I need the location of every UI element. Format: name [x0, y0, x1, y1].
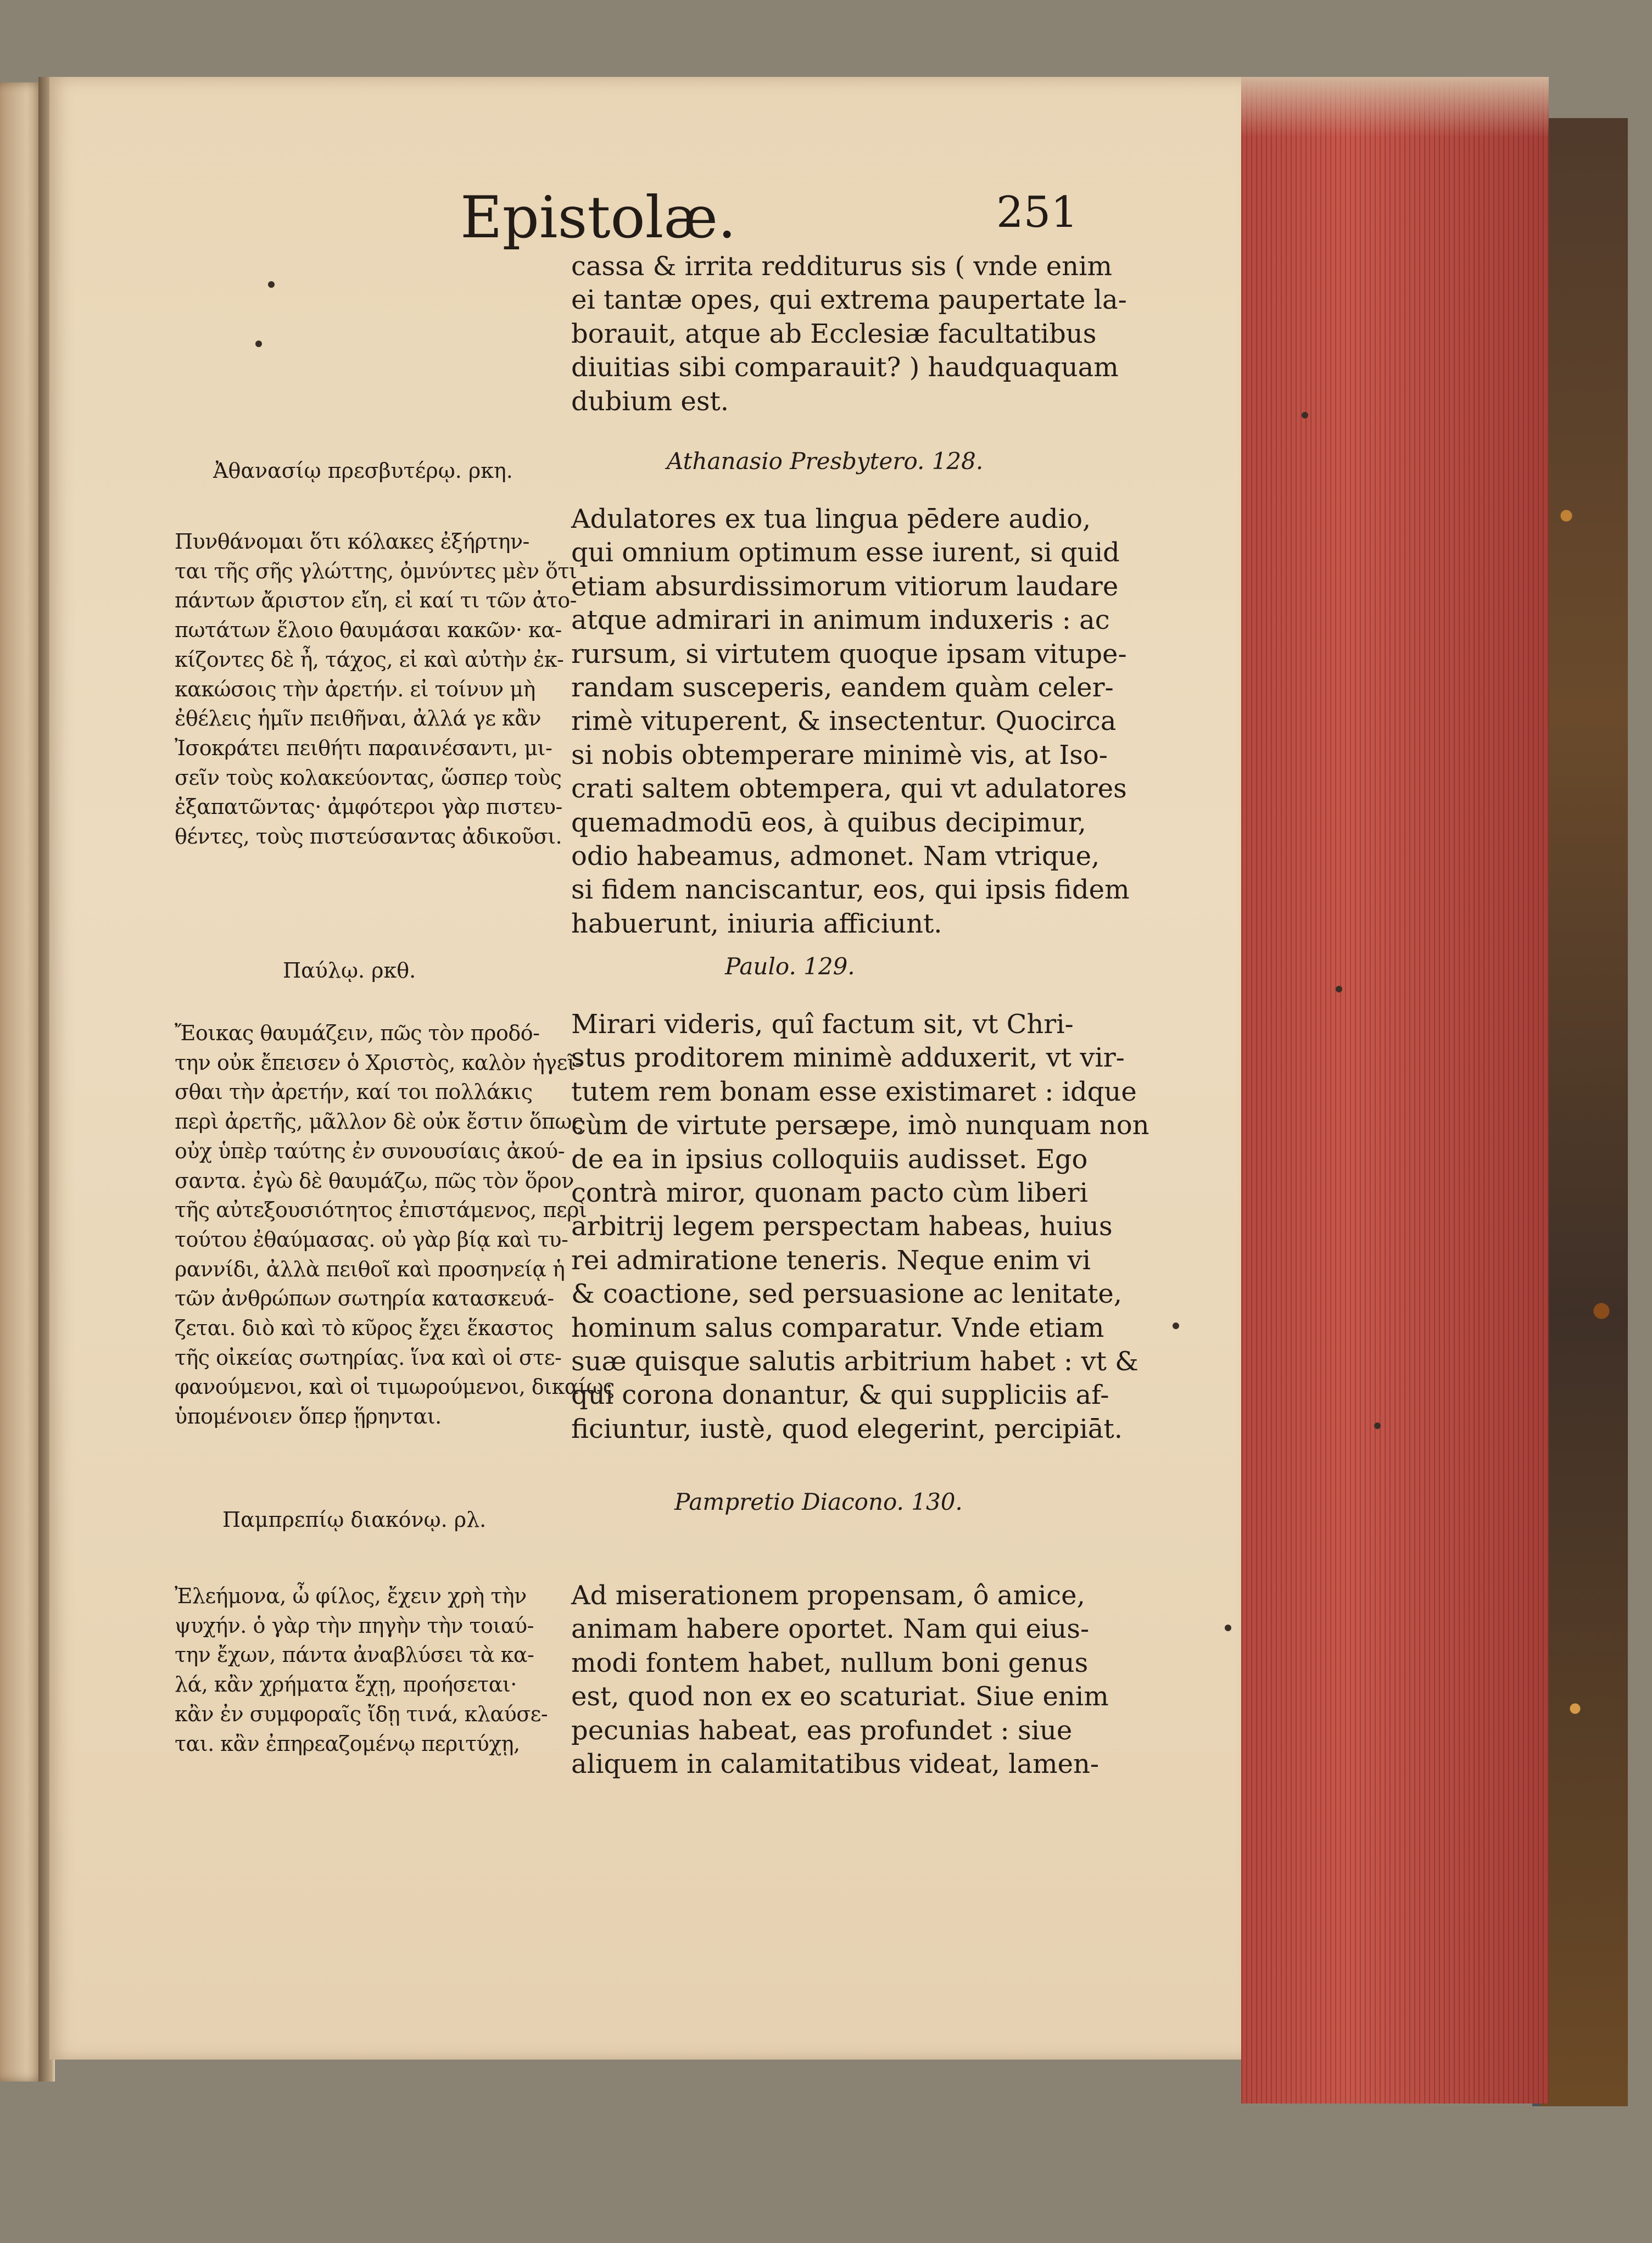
text-line: Ad miserationem propensam, ô amice, — [571, 1580, 1085, 1611]
text-line: φανούμενοι, καὶ οἱ τιμωρούμενοι, δικαίως — [175, 1375, 615, 1399]
text-line: Mirari videris, quî factum sit, vt Chri- — [571, 1009, 1074, 1040]
text-line: de ea in ipsius colloquiis audisset. Ego — [571, 1143, 1088, 1175]
latin-letter-heading-130: Pampretio Diacono. 130. — [674, 1488, 963, 1515]
text-line: tutem rem bonam esse existimaret : idque — [571, 1076, 1137, 1107]
text-line: τῆς αὐτεξουσιότητος ἐπιστάμενος, περὶ — [175, 1198, 587, 1223]
text-line: cassa & irrita redditurus sis ( vnde enim — [571, 251, 1112, 282]
text-line: σθαι τὴν ἀρετήν, καί τοι πολλάκις — [175, 1080, 533, 1104]
latin-letter-heading-129: Paulo. 129. — [725, 953, 855, 980]
text-line: ἐθέλεις ἡμῖν πειθῆναι, ἀλλά γε κἂν — [175, 706, 542, 731]
text-line: arbitrij legem perspectam habeas, huius — [571, 1211, 1113, 1242]
text-line: κίζοντες δὲ ἦ, τάχος, εἰ καὶ αὐτὴν ἐκ- — [175, 647, 564, 672]
text-line: ψυχήν. ὁ γὰρ τὴν πηγὴν τὴν τοιαύ- — [175, 1613, 534, 1638]
text-line: contrà miror, quonam pacto cùm liberi — [571, 1178, 1088, 1209]
text-line: σαντα. ἐγὼ δὲ θαυμάζω, πῶς τὸν ὅρον — [175, 1168, 574, 1193]
text-line: rei admiratione teneris. Neque enim vi — [571, 1245, 1091, 1276]
text-line: θέντες, τοὺς πιστεύσαντας ἀδικοῦσι. — [175, 824, 562, 849]
text-line: stus proditorem minimè adduxerit, vt vir- — [571, 1042, 1125, 1074]
text-line: την ἔχων, πάντα ἀναβλύσει τὰ κα- — [175, 1643, 534, 1667]
text-line: si nobis obtemperare minimè vis, at Iso- — [571, 739, 1108, 771]
text-line: οὐχ ὑπὲρ ταύτης ἐν συνουσίαις ἀκού- — [175, 1139, 565, 1163]
text-line: randam susceperis, eandem quàm celer- — [571, 672, 1114, 704]
greek-letter-heading-129: Παύλῳ. ρκθ. — [283, 958, 416, 983]
text-line: borauit, atque ab Ecclesiæ facultatibus — [571, 318, 1097, 349]
text-line: quemadmodū eos, à quibus decipimur, — [571, 807, 1086, 838]
text-line: Ἔοικας θαυμάζειν, πῶς τὸν προδό- — [175, 1021, 540, 1045]
text-line: ραννίδι, ἀλλὰ πειθοῖ καὶ προσηνείᾳ ἡ — [175, 1257, 565, 1281]
text-line: rursum, si virtutem quoque ipsam vitupe- — [571, 638, 1127, 669]
text-line: suæ quisque salutis arbitrium habet : vt & — [571, 1346, 1138, 1377]
text-line: etiam absurdissimorum vitiorum laudare — [571, 571, 1119, 602]
text-line: Πυνθάνομαι ὅτι κόλακες ἐξήρτην- — [175, 529, 529, 554]
text-line: ὑπομένοιεν ὅπερ ᾕρηνται. — [175, 1404, 442, 1429]
text-line: odio habeamus, admonet. Nam vtrique, — [571, 841, 1100, 872]
text-line: ται τῆς σῆς γλώττης, ὀμνύντες μὲν ὅτι — [175, 559, 577, 583]
text-line: πωτάτων ἕλοιο θαυμάσαι κακῶν· κα- — [175, 618, 562, 643]
paper-speck — [1374, 1422, 1381, 1429]
text-line: ἐξαπατῶντας· ἀμφότεροι γὰρ πιστευ- — [175, 795, 562, 819]
text-line: atque admirari in animum induxeris : ac — [571, 605, 1110, 636]
paper-speck — [268, 281, 275, 288]
text-line: diuitias sibi comparauit? ) haudquaquam — [571, 352, 1119, 383]
text-line: aliquem in calamitatibus videat, lamen- — [571, 1749, 1100, 1780]
latin-letter-128 — [571, 503, 1130, 941]
opening-paragraph — [571, 250, 1127, 419]
paper-speck — [1302, 412, 1308, 419]
running-head: Epistolæ. — [460, 184, 736, 251]
text-line: τῆς οἰκείας σωτηρίας. ἵνα καὶ οἱ στε- — [175, 1345, 562, 1370]
text-line: crati saltem obtempera, qui vt adulatores — [571, 773, 1127, 805]
text-line: & coactione, sed persuasione ac lenitate, — [571, 1279, 1123, 1310]
text-line: κακώσοις τὴν ἀρετήν. εἰ τοίνυν μὴ — [175, 677, 535, 701]
greek-letter-128 — [175, 527, 577, 852]
text-line: ζεται. διὸ καὶ τὸ κῦρος ἔχει ἕκαστος — [175, 1316, 554, 1341]
greek-letter-130 — [175, 1582, 548, 1759]
text-line: λά, κἂν χρήματα ἔχῃ, προήσεται· — [175, 1672, 517, 1697]
text-line: pecunias habeat, eas profundet : siue — [571, 1715, 1073, 1746]
page-edges-top-shade — [1241, 77, 1549, 137]
text-line: περὶ ἀρετῆς, μᾶλλον δὲ οὐκ ἔστιν ὅπως — [175, 1109, 583, 1134]
text-line: modi fontem habet, nullum boni genus — [571, 1647, 1089, 1678]
latin-letter-129 — [571, 1008, 1149, 1446]
text-line: qui corona donantur, & qui suppliciis af- — [571, 1380, 1109, 1411]
text-line: habuerunt, iniuria afficiunt. — [571, 908, 942, 939]
text-line: hominum salus comparatur. Vnde etiam — [571, 1312, 1104, 1343]
latin-letter-heading-128: Athanasio Presbytero. 128. — [667, 448, 984, 475]
text-line: σεῖν τοὺς κολακεύοντας, ὥσπερ τοὺς — [175, 765, 562, 790]
text-line: ficiuntur, iustè, quod elegerint, percipiāt. — [571, 1413, 1123, 1444]
greek-letter-heading-128: Ἀθανασίῳ πρεσβυτέρῳ. ρκη. — [213, 459, 513, 483]
left-page-edge — [0, 82, 44, 2082]
text-line: τῶν ἀνθρώπων σωτηρία κατασκευά- — [175, 1286, 554, 1311]
text-line: cùm de virtute persæpe, imò nunquam non — [571, 1110, 1149, 1141]
text-line: qui omnium optimum esse iurent, si quid — [571, 537, 1120, 568]
text-line: animam habere oportet. Nam qui eius- — [571, 1614, 1090, 1645]
text-line: κἂν ἐν συμφοραῖς ἴδῃ τινά, κλαύσε- — [175, 1701, 548, 1726]
text-line: ei tantæ opes, qui extrema paupertate la- — [571, 284, 1127, 316]
red-page-edges — [1241, 77, 1549, 2103]
text-line: dubium est. — [571, 386, 729, 417]
paper-speck — [1336, 986, 1342, 992]
text-line: rimè vituperent, & insectentur. Quocirca — [571, 706, 1117, 737]
text-line: Ἰσοκράτει πειθήτι παραινέσαντι, μι- — [175, 735, 552, 760]
text-line: Ἐλεήμονα, ὦ φίλος, ἔχειν χρὴ τὴν — [175, 1584, 527, 1608]
greek-letter-heading-130: Παμπρεπίῳ διακόνῳ. ρλ. — [222, 1508, 487, 1532]
text-line: Adulatores ex tua lingua pēdere audio, — [571, 504, 1091, 534]
greek-letter-129 — [175, 1019, 615, 1432]
paper-speck — [1225, 1625, 1231, 1631]
text-line: est, quod non ex eo scaturiat. Siue enim — [571, 1681, 1109, 1712]
latin-letter-130 — [571, 1579, 1109, 1781]
text-line: τούτου ἐθαύμασας. οὐ γὰρ βίᾳ καὶ τυ- — [175, 1227, 568, 1252]
paper-speck — [1173, 1323, 1179, 1329]
page-number: 251 — [996, 188, 1078, 237]
text-line: ται. κἂν ἐπηρεαζομένῳ περιτύχῃ, — [175, 1731, 520, 1756]
paper-speck — [255, 341, 262, 347]
text-line: πάντων ἄριστον εἴη, εἰ καί τι τῶν ἀτο- — [175, 588, 577, 613]
text-line: si fidem nanciscantur, eos, qui ipsis fidem — [571, 874, 1130, 906]
text-line: την οὐκ ἔπεισεν ὁ Χριστὸς, καλὸν ἡγεῖ- — [175, 1050, 582, 1075]
